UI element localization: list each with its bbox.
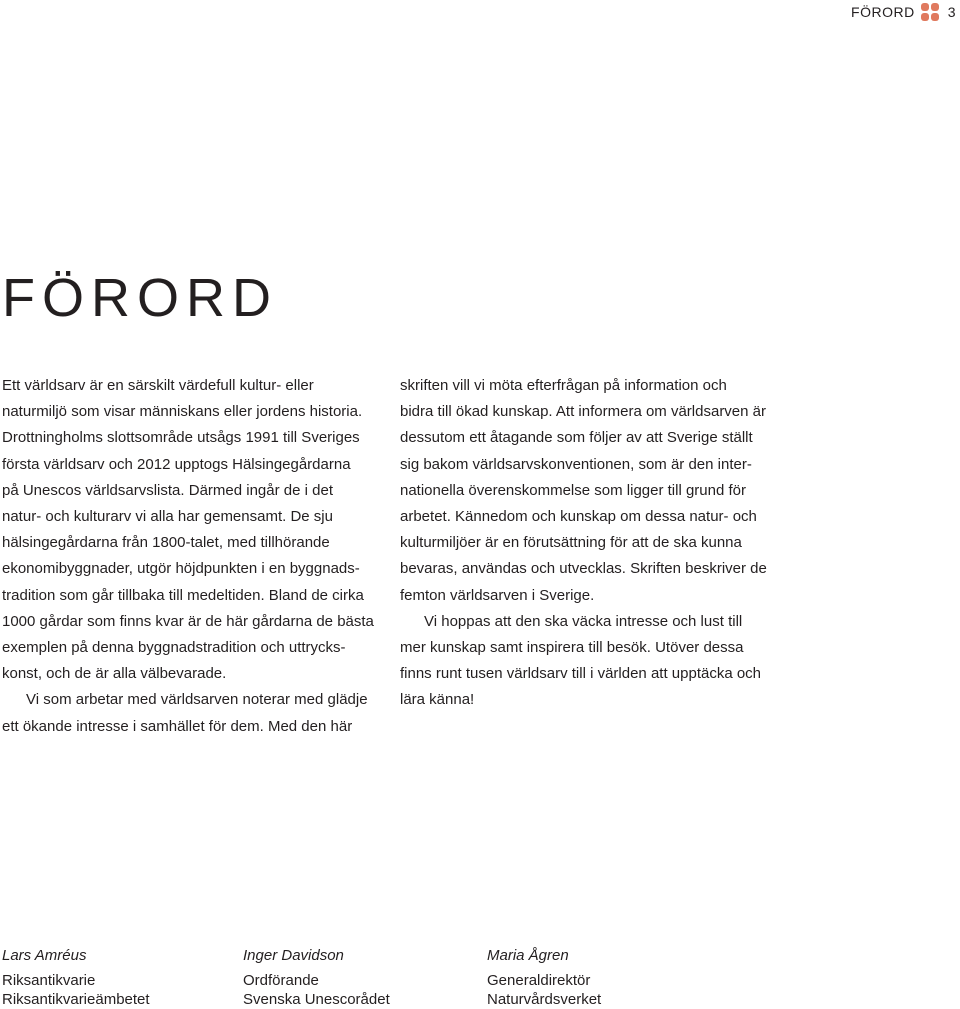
- text-line: exemplen på denna byggnadstradition och uttrycks-: [2, 639, 346, 657]
- text-line: dessutom ett åtagande som följer av att Sverige ställt: [400, 429, 753, 447]
- text-line: nationella överenskommelse som ligger till grund för: [400, 481, 746, 499]
- text-line: 1000 gårdar som finns kvar är de här gårdarna de bästa: [2, 612, 374, 630]
- signatures: [0, 946, 960, 1007]
- signatory-organization: Svenska Unescorådet: [243, 991, 390, 1008]
- text-line: bevaras, användas och utvecklas. Skriften beskriver de: [400, 560, 767, 578]
- signatory-role: Ordförande: [243, 972, 319, 989]
- signatory-name: Inger Davidson: [243, 947, 344, 964]
- paragraph: [2, 687, 378, 739]
- signatory-role: Generaldirektör: [487, 972, 591, 989]
- text-line: ekonomibyggnader, utgör höjdpunkten i en byggnads-: [2, 560, 360, 578]
- text-line: femton världsarven i Sverige.: [400, 586, 595, 604]
- text-line: lära känna!: [400, 691, 475, 709]
- signatory-role: Riksantikvarie: [2, 972, 96, 989]
- four-leaf-logo-icon: [921, 3, 939, 21]
- text-line: Vi som arbetar med världsarven noterar med glädje: [26, 691, 368, 709]
- page-header: [851, 3, 956, 21]
- text-line: på Unescos världsarvslista. Därmed ingår de i det: [2, 481, 333, 499]
- text-line: Vi hoppas att den ska väcka intresse och lust till: [424, 612, 743, 630]
- text-line: natur- och kulturarv vi alla har gemensamt. De sju: [2, 508, 333, 526]
- paragraph: [2, 373, 378, 687]
- signatory-name: Maria Ågren: [487, 947, 569, 964]
- text-line: naturmiljö som visar människans eller jordens historia.: [2, 403, 363, 421]
- page-number: 3: [947, 4, 956, 20]
- section-label: FÖRORD: [851, 4, 915, 20]
- paragraph: [400, 373, 780, 609]
- text-line: arbetet. Kännedom och kunskap om dessa natur- och: [400, 508, 757, 526]
- signatory-organization: Riksantikvarieämbetet: [2, 991, 150, 1008]
- signature-block: [2, 946, 150, 1009]
- text-line: hälsingegårdarna från 1800-talet, med tillhörande: [2, 534, 330, 552]
- text-line: skriften vill vi möta efterfrågan på information och: [400, 377, 727, 394]
- text-line: bidra till ökad kunskap. Att informera om världsarven är: [400, 403, 766, 421]
- left-column: [2, 373, 378, 740]
- text-line: finns runt tusen världsarv till i världen att upptäcka och: [400, 665, 762, 683]
- text-line: första världsarv och 2012 upptogs Hälsingegårdarna: [2, 455, 351, 473]
- paragraph: [400, 609, 780, 714]
- text-line: sig bakom världsarvskonventionen, som är den inter-: [400, 455, 752, 473]
- text-line: kulturmiljöer är en förutsättning för att de ska kunna: [400, 534, 742, 552]
- text-line: Ett världsarv är en särskilt värdefull kultur- eller: [2, 377, 314, 394]
- text-line: mer kunskap samt inspirera till besök. Utöver dessa: [400, 639, 744, 657]
- text-line: Drottningholms slottsområde utsågs 1991 till Sveriges: [2, 429, 360, 447]
- signature-block: [487, 946, 601, 1009]
- text-line: konst, och de är alla välbevarade.: [2, 665, 227, 683]
- right-column: [400, 373, 780, 714]
- page-title: FÖRORD: [2, 268, 278, 328]
- signature-block: [243, 946, 390, 1009]
- signatory-name: Lars Amréus: [2, 947, 87, 964]
- text-line: tradition som går tillbaka till medeltiden. Bland de cirka: [2, 586, 364, 604]
- signatory-organization: Naturvårdsverket: [487, 991, 602, 1008]
- text-line: ett ökande intresse i samhället för dem. Med den här: [2, 717, 353, 735]
